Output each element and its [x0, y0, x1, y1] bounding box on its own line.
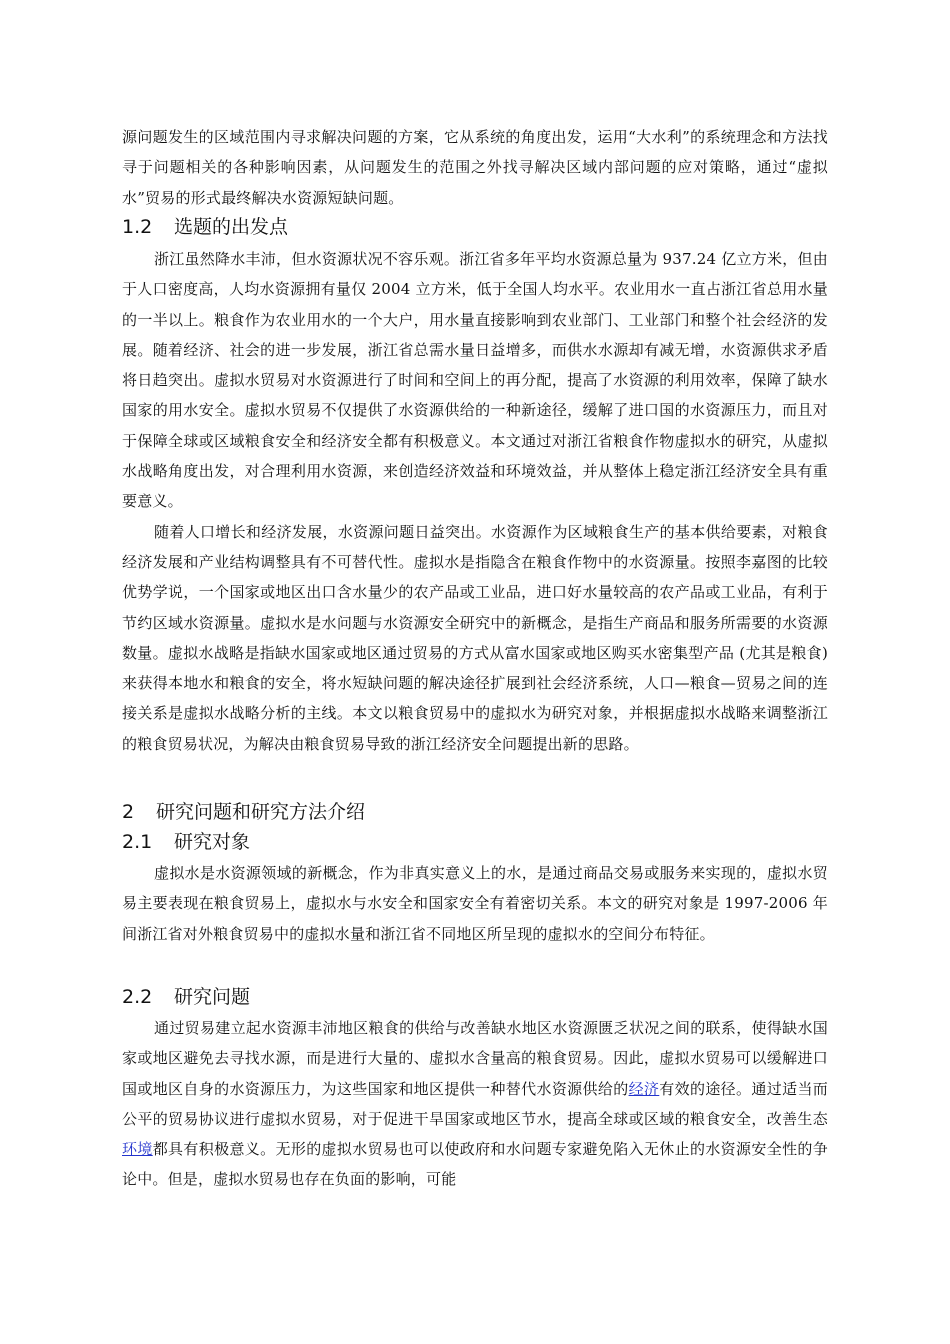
section-heading-1-2 — [122, 215, 288, 239]
section-1-2-body — [122, 244, 828, 759]
link-economy[interactable]: 经济 — [628, 1079, 660, 1098]
section-number: 2 — [122, 801, 135, 823]
text-run: 有效的途径。通过适当而公平的贸易协议进行虚拟水贸易，对于促进干旱国家或地区节水，提高全球或区域的粮食安全，改善生态 — [122, 1079, 828, 1128]
section-title: 研究问题和研究方法介绍 — [156, 801, 366, 823]
section-heading-2 — [122, 800, 365, 824]
section-2-2-body — [122, 1013, 828, 1195]
paragraph-continuation — [122, 122, 828, 213]
text-run: 通过贸易建立起水资源丰沛地区粮食的供给与改善缺水地区水资源匮乏状况之间的联系，使得缺水国家或地区避免去寻找水源，而是进行大量的、虚拟水含量高的粮食贸易。因此，虚拟水贸易可以缓解进口国或地区自身的水资源压力，为这些国家和地区提供一种替代水资源供给的 — [122, 1019, 828, 1098]
section-title: 研究问题 — [174, 986, 251, 1008]
body-paragraph: 虚拟水是水资源领域的新概念，作为非真实意义上的水，是通过商品交易或服务来实现的，虚拟水贸易主要表现在粮食贸易上，虚拟水与水安全和国家安全有着密切关系。本文的研究对象是 1997-2006 年间浙江省对外粮食贸易中的虚拟水量和浙江省不同地区所呈现的虚拟水的空间分布特征。 — [122, 864, 828, 943]
section-number: 2.2 — [122, 986, 153, 1008]
section-heading-2-1 — [122, 830, 250, 854]
section-title: 选题的出发点 — [174, 216, 289, 238]
body-paragraph: 源问题发生的区域范围内寻求解决问题的方案，它从系统的角度出发，运用“大水利”的系统理念和方法找寻于问题相关的各种影响因素，从问题发生的范围之外找寻解决区域内部问题的应对策略，通过“虚拟水”贸易的形式最终解决水资源短缺问题。 — [122, 128, 828, 207]
section-heading-2-2 — [122, 985, 250, 1009]
body-paragraph: 随着人口增长和经济发展，水资源问题日益突出。水资源作为区域粮食生产的基本供给要素，对粮食经济发展和产业结构调整具有不可替代性。虚拟水是指隐含在粮食作物中的水资源量。按照李嘉图的比较优势学说，一个国家或地区出口含水量少的农产品或工业品，进口好水量较高的农产品或工业品，有利于节约区域水资源量。虚拟水是水问题与水资源安全研究中的新概念，是指生产商品和服务所需要的水资源数量。虚拟水战略是指缺水国家或地区通过贸易的方式从富水国家或地区购买水密集型产品 (尤其是粮食) 来获得本地水和粮食的安全，将水短缺问题的解决途径扩展到社会经济系统，人口—粮食—贸易之间的连接关系是虚拟水战略分析的主线。本文以粮食贸易中的虚拟水为研究对象，并根据虚拟水战略来调整浙江的粮食贸易状况，为解决由粮食贸易导致的浙江经济安全问题提出新的思路。 — [122, 522, 828, 753]
body-paragraph — [122, 1013, 828, 1195]
section-number: 2.1 — [122, 831, 153, 853]
section-2-1-body — [122, 858, 828, 949]
link-environment[interactable]: 环境 — [122, 1140, 153, 1159]
section-number: 1.2 — [122, 216, 153, 238]
section-title: 研究对象 — [174, 831, 251, 853]
text-run: 都具有积极意义。无形的虚拟水贸易也可以使政府和水问题专家避免陷入无休止的水资源安全性的争论中。但是，虚拟水贸易也存在负面的影响，可能 — [122, 1140, 828, 1189]
body-paragraph: 浙江虽然降水丰沛，但水资源状况不容乐观。浙江省多年平均水资源总量为 937.24 亿立方米，但由于人口密度高，人均水资源拥有量仅 2004 立方米，低于全国人均水平。农业用水一直占浙江省总用水量的一半以上。粮食作为农业用水的一个大户，用水量直接影响到农业部门、工业部门和整个社会经济的发展。随着经济、社会的进一步发展，浙江省总需水量日益增多，而供水水源却有减无增，水资源供求矛盾将日趋突出。虚拟水贸易对水资源进行了时间和空间上的再分配，提高了水资源的利用效率，保障了缺水国家的用水安全。虚拟水贸易不仅提供了水资源供给的一种新途径，缓解了进口国的水资源压力，而且对于保障全球或区域粮食安全和经济安全都有积极意义。本文通过对浙江省粮食作物虚拟水的研究，从虚拟水战略角度出发，对合理利用水资源，来创造经济效益和环境效益，并从整体上稳定浙江经济安全具有重要意义。 — [122, 250, 828, 511]
